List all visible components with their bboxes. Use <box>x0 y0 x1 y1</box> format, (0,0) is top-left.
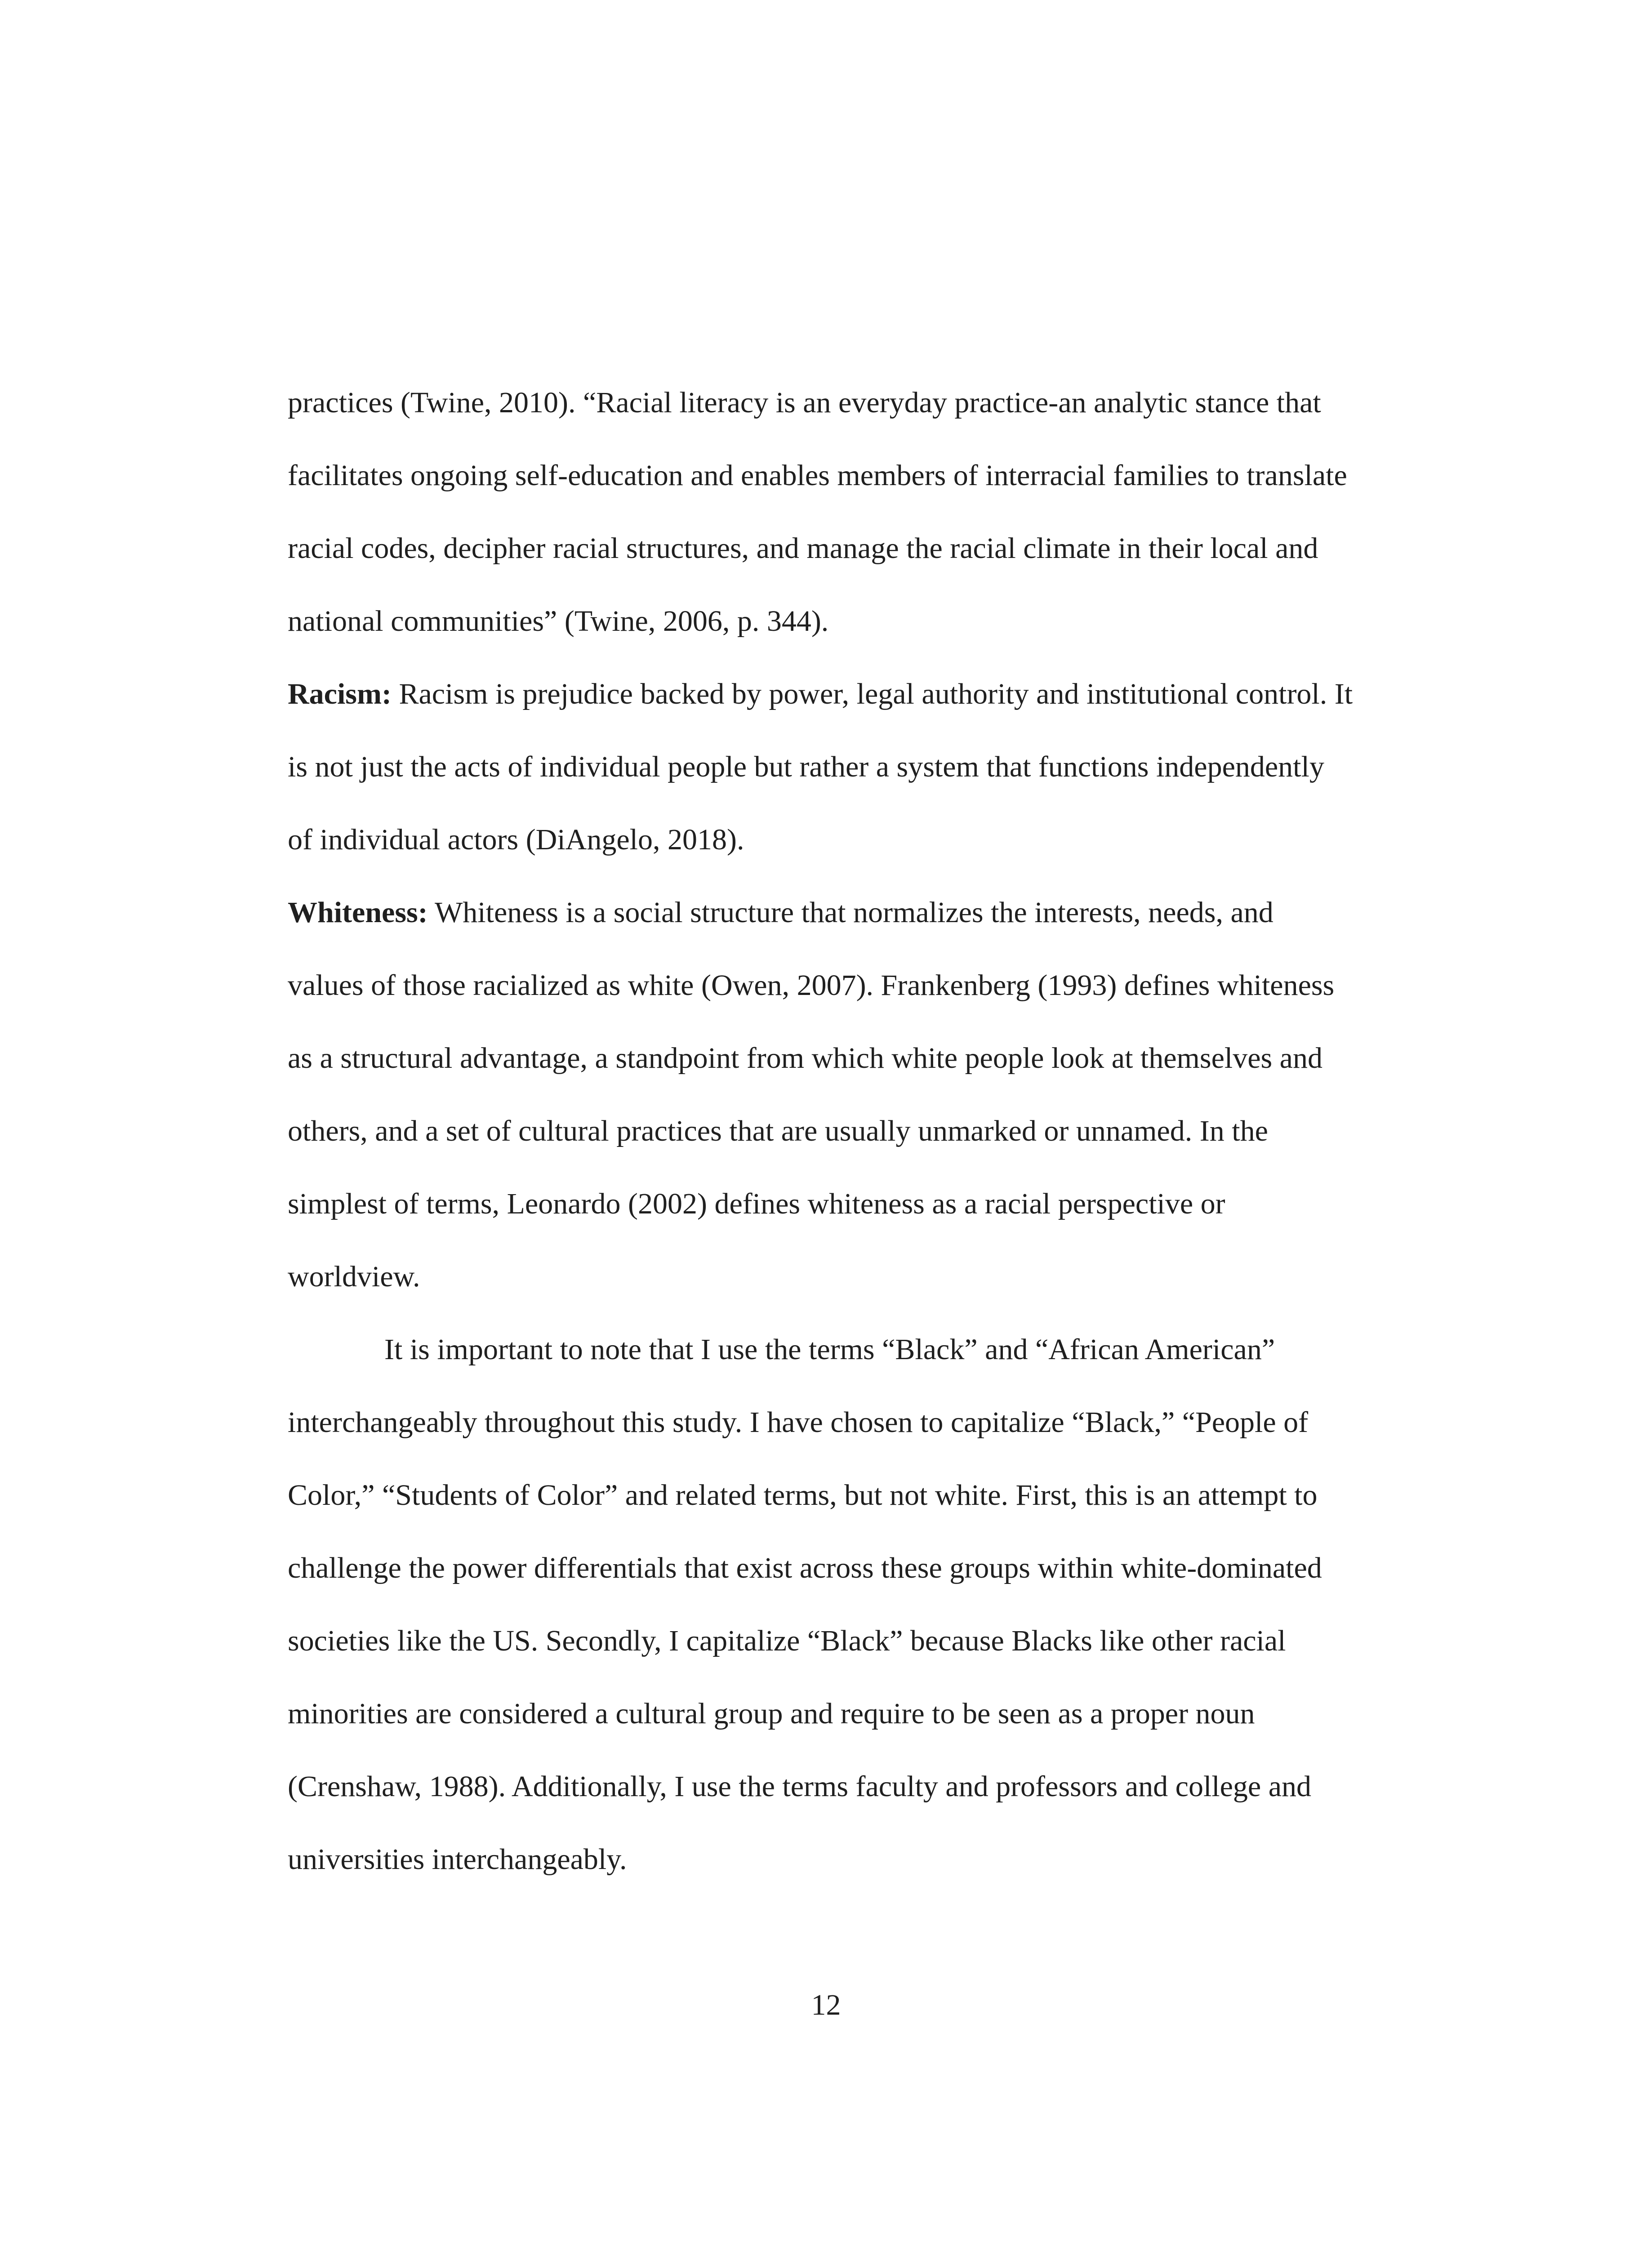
paragraph-line: (Crenshaw, 1988). Additionally, I use the terms faculty and professors and college and <box>288 1770 1311 1803</box>
continuation-line: practices (Twine, 2010). “Racial literacy is an everyday practice-an analytic stance that <box>288 386 1321 419</box>
definition-whiteness-line: values of those racialized as white (Owen, 2007). Frankenberg (1993) defines whiteness <box>288 969 1335 1002</box>
paragraph-line: minorities are considered a cultural group and require to be seen as a proper noun <box>288 1697 1255 1730</box>
continuation-line: facilitates ongoing self-education and enables members of interracial families to translate <box>288 459 1347 492</box>
page-number: 12 <box>811 1989 841 2021</box>
definition-whiteness-line <box>288 876 1456 949</box>
continuation-line: national communities” (Twine, 2006, p. 344). <box>288 605 829 638</box>
paragraph-line: universities interchangeably. <box>288 1843 627 1876</box>
paragraph-line: challenge the power differentials that exist across these groups within white-dominated <box>288 1552 1322 1584</box>
paragraph-line: interchangeably throughout this study. I have chosen to capitalize “Black,” “People of <box>288 1406 1309 1439</box>
definition-term-whiteness: Whiteness: <box>288 896 428 929</box>
definition-whiteness-line: worldview. <box>288 1260 420 1293</box>
definition-whiteness-line: as a structural advantage, a standpoint from which white people look at themselves and <box>288 1042 1322 1075</box>
paragraph-line: It is important to note that I use the terms “Black” and “African American” <box>384 1333 1275 1366</box>
definition-whiteness-text: Whiteness is a social structure that normalizes the interests, needs, and <box>427 896 1274 929</box>
paragraph-line: Color,” “Students of Color” and related terms, but not white. First, this is an attempt to <box>288 1479 1318 1512</box>
body-text <box>288 366 1456 1896</box>
definition-racism-line: of individual actors (DiAngelo, 2018). <box>288 823 744 856</box>
definition-racism-line: is not just the acts of individual people but rather a system that functions independently <box>288 750 1324 783</box>
definition-racism-text: Racism is prejudice backed by power, legal authority and institutional control. It <box>391 678 1353 710</box>
definition-racism-line <box>288 658 1456 731</box>
definition-whiteness-line: simplest of terms, Leonardo (2002) defines whiteness as a racial perspective or <box>288 1187 1225 1220</box>
paragraph-line: societies like the US. Secondly, I capitalize “Black” because Blacks like other racial <box>288 1624 1286 1657</box>
definition-term-racism: Racism: <box>288 678 392 710</box>
definition-whiteness-line: others, and a set of cultural practices that are usually unmarked or unnamed. In the <box>288 1115 1268 1147</box>
continuation-line: racial codes, decipher racial structures, and manage the racial climate in their local and <box>288 532 1318 565</box>
